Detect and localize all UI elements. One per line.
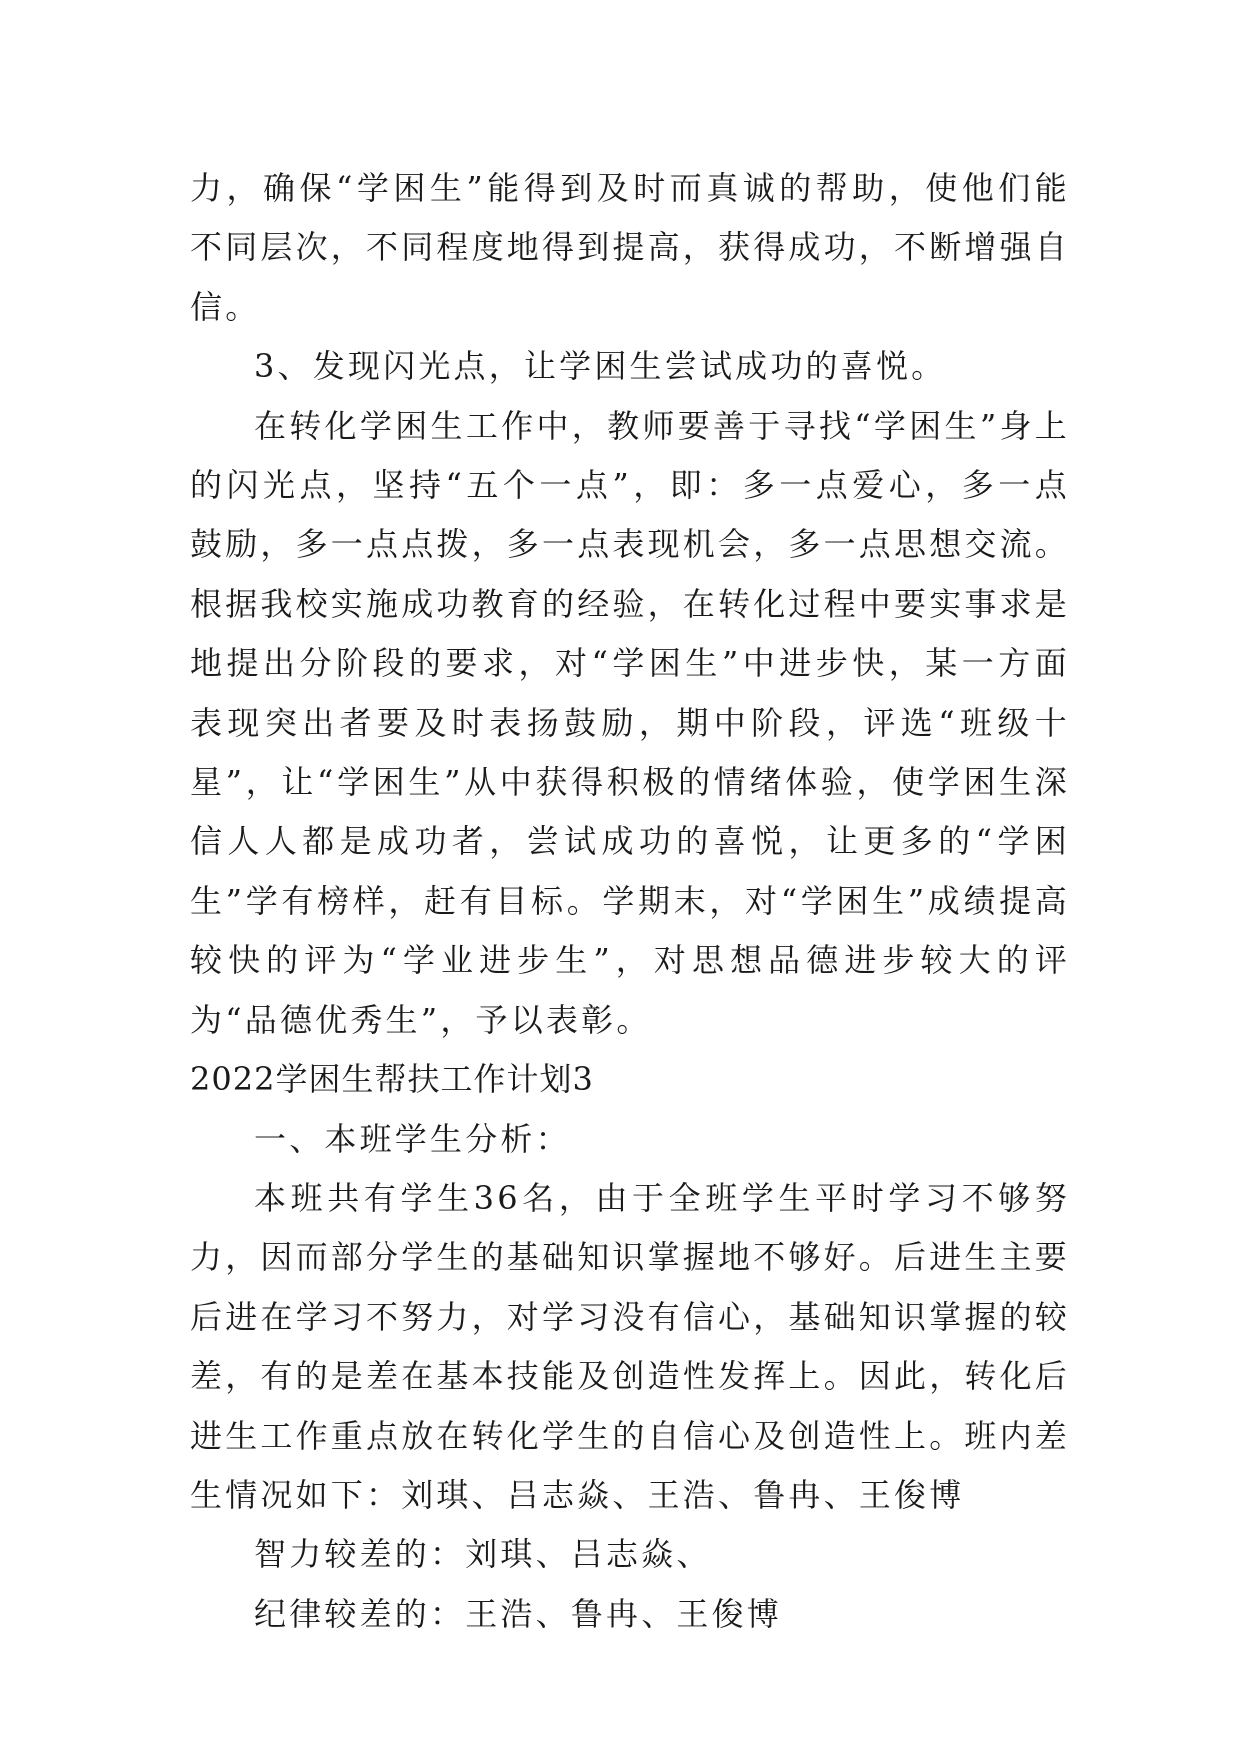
section-item-3-title: 3、发现闪光点，让学困生尝试成功的喜悦。	[254, 347, 947, 386]
paragraph-class-analysis: 本班共有学生36名，由于全班学生平时学习不够努力，因而部分学生的基础知识掌握地不够好。后进生主要后进在学习不努力，对学习没有信心，基础知识掌握的较差，有的是差在基本技能及创造性发挥上。因此，转化后进生工作重点放在转化学生的自信心及创造性上。班内差生情况如下：刘琪、吕志焱、王浩、鲁冉、王俊博	[190, 1178, 1071, 1514]
document-body	[190, 159, 1070, 1644]
list-intellect-weak: 智力较差的：刘琪、吕志焱、	[254, 1535, 712, 1574]
document-heading: 2022学困生帮扶工作计划3	[190, 1060, 594, 1099]
list-discipline-weak: 纪律较差的：王浩、鲁冉、王俊博	[254, 1594, 783, 1633]
section-1-title: 一、本班学生分析：	[254, 1119, 571, 1158]
paragraph-continuation: 力，确保“学困生”能得到及时而真诚的帮助，使他们能不同层次，不同程度地得到提高，获得成功，不断增强自信。	[190, 169, 1071, 326]
paragraph-highlight-method: 在转化学困生工作中，教师要善于寻找“学困生”身上的闪光点，坚持“五个一点”，即：多一点爱心，多一点鼓励，多一点点拨，多一点表现机会，多一点思想交流。根据我校实施成功教育的经验，在转化过程中要实事求是地提出分阶段的要求，对“学困生”中进步快，某一方面表现突出者要及时表扬鼓励，期中阶段，评选“班级十星”，让“学困生”从中获得积极的情绪体验，使学困生深信人人都是成功者，尝试成功的喜悦，让更多的“学困生”学有榜样，赶有目标。学期末，对“学困生”成绩提高较快的评为“学业进步生”，对思想品德进步较大的评为“品德优秀生”，予以表彰。	[190, 406, 1071, 1039]
